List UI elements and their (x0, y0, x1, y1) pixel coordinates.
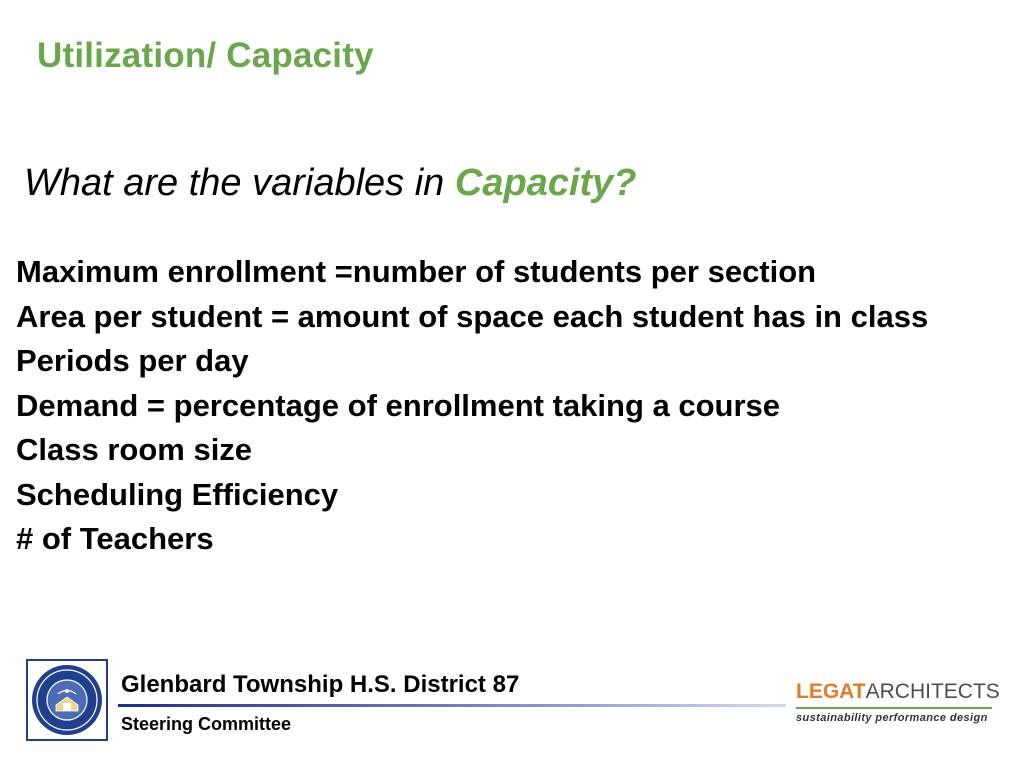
logo-underline (796, 707, 992, 709)
variables-list (16, 250, 1024, 562)
legat-architects-logo (796, 680, 1002, 728)
footer-divider (118, 704, 786, 707)
logo-brand: LEGAT (796, 680, 866, 703)
district-name: Glenbard Township H.S. District 87 (121, 671, 520, 698)
district-seal-logo (26, 659, 108, 741)
variable-item: Periods per day (16, 343, 249, 378)
slide-title: Utilization/ Capacity (37, 36, 374, 75)
variable-item: Scheduling Efficiency (16, 476, 339, 512)
committee-label: Steering Committee (121, 714, 292, 734)
seal-emblem-icon (28, 661, 106, 739)
variable-item: Demand = percentage of enrollment taking a course (16, 387, 781, 423)
variable-item: Maximum enrollment =number of students per section (16, 254, 817, 289)
question-highlight: Capacity? (454, 162, 637, 204)
variable-item: Area per student = amount of space each student has in class (16, 298, 929, 334)
variable-item: Class room size (16, 432, 253, 467)
question-heading (24, 162, 637, 205)
logo-brand-suffix: ARCHITECTS (865, 680, 1000, 703)
question-prefix: What are the variables in (24, 162, 455, 204)
logo-tagline: sustainability performance design (796, 712, 988, 724)
variable-item: # of Teachers (16, 521, 214, 556)
